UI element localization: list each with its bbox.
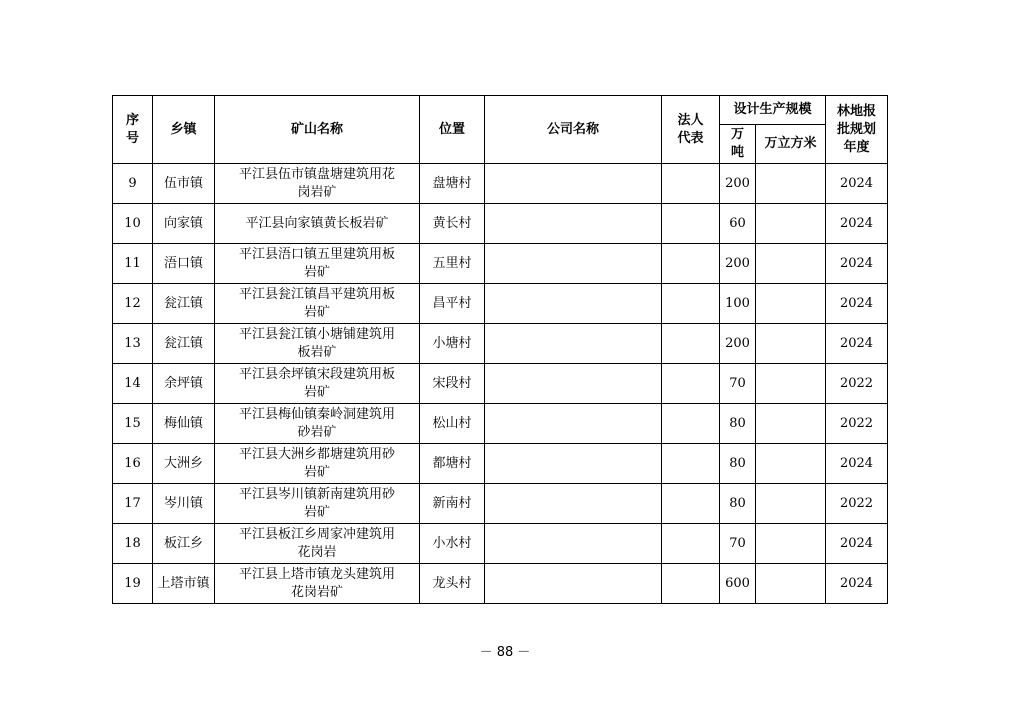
cell-location: 小水村 — [420, 524, 485, 564]
cell-legal-rep — [662, 284, 720, 324]
cell-legal-rep — [662, 364, 720, 404]
cell-town: 余坪镇 — [153, 364, 215, 404]
cell-seq: 11 — [113, 244, 153, 284]
cell-wan-m3 — [756, 524, 826, 564]
cell-seq: 16 — [113, 444, 153, 484]
cell-company — [485, 204, 662, 244]
cell-town: 浯口镇 — [153, 244, 215, 284]
header-seq: 序 号 — [113, 96, 153, 164]
cell-town: 瓮江镇 — [153, 284, 215, 324]
cell-location: 都塘村 — [420, 444, 485, 484]
cell-company — [485, 164, 662, 204]
cell-forest-year: 2022 — [826, 484, 888, 524]
cell-legal-rep — [662, 564, 720, 604]
cell-wan-ton: 80 — [720, 404, 756, 444]
cell-location: 盘塘村 — [420, 164, 485, 204]
cell-mine-name: 平江县伍市镇盘塘建筑用花岗岩矿 — [215, 164, 420, 204]
cell-wan-m3 — [756, 404, 826, 444]
cell-legal-rep — [662, 324, 720, 364]
cell-wan-ton: 70 — [720, 524, 756, 564]
table-row — [113, 324, 888, 364]
cell-seq: 9 — [113, 164, 153, 204]
cell-wan-m3 — [756, 364, 826, 404]
cell-town: 瓮江镇 — [153, 324, 215, 364]
cell-wan-ton: 200 — [720, 324, 756, 364]
cell-wan-ton: 80 — [720, 444, 756, 484]
cell-company — [485, 324, 662, 364]
cell-forest-year: 2024 — [826, 524, 888, 564]
cell-location: 小塘村 — [420, 324, 485, 364]
cell-town: 梅仙镇 — [153, 404, 215, 444]
table-row — [113, 484, 888, 524]
cell-company — [485, 244, 662, 284]
cell-wan-ton: 200 — [720, 244, 756, 284]
table-row — [113, 284, 888, 324]
cell-wan-m3 — [756, 324, 826, 364]
cell-forest-year: 2022 — [826, 364, 888, 404]
header-wan-m3: 万立方米 — [756, 125, 826, 164]
cell-wan-m3 — [756, 564, 826, 604]
header-forest-year: 林地报 批规划 年度 — [826, 96, 888, 164]
cell-company — [485, 364, 662, 404]
table-row — [113, 364, 888, 404]
cell-town: 伍市镇 — [153, 164, 215, 204]
cell-mine-name: 平江县浯口镇五里建筑用板岩矿 — [215, 244, 420, 284]
cell-legal-rep — [662, 524, 720, 564]
header-capacity: 设计生产规模 — [720, 96, 826, 125]
cell-wan-m3 — [756, 244, 826, 284]
cell-company — [485, 284, 662, 324]
cell-wan-m3 — [756, 164, 826, 204]
table-row — [113, 204, 888, 244]
cell-seq: 18 — [113, 524, 153, 564]
cell-town: 大洲乡 — [153, 444, 215, 484]
cell-mine-name: 平江县大洲乡都塘建筑用砂岩矿 — [215, 444, 420, 484]
table-row — [113, 244, 888, 284]
cell-wan-m3 — [756, 284, 826, 324]
cell-wan-m3 — [756, 204, 826, 244]
cell-location: 昌平村 — [420, 284, 485, 324]
cell-company — [485, 484, 662, 524]
table-header — [113, 96, 888, 164]
cell-forest-year: 2024 — [826, 564, 888, 604]
cell-location: 五里村 — [420, 244, 485, 284]
cell-legal-rep — [662, 164, 720, 204]
cell-town: 上塔市镇 — [153, 564, 215, 604]
cell-location: 新南村 — [420, 484, 485, 524]
cell-forest-year: 2024 — [826, 164, 888, 204]
table-body — [113, 164, 888, 604]
cell-company — [485, 444, 662, 484]
table-row — [113, 444, 888, 484]
cell-wan-ton: 70 — [720, 364, 756, 404]
page-number: － 88 － — [479, 645, 531, 660]
table-row — [113, 404, 888, 444]
mine-table — [112, 95, 888, 604]
cell-location: 黄长村 — [420, 204, 485, 244]
cell-forest-year: 2022 — [826, 404, 888, 444]
cell-wan-m3 — [756, 484, 826, 524]
cell-legal-rep — [662, 444, 720, 484]
cell-forest-year: 2024 — [826, 444, 888, 484]
cell-company — [485, 564, 662, 604]
cell-wan-ton: 600 — [720, 564, 756, 604]
table-row — [113, 564, 888, 604]
cell-town: 岑川镇 — [153, 484, 215, 524]
cell-forest-year: 2024 — [826, 244, 888, 284]
table-row — [113, 524, 888, 564]
cell-mine-name: 平江县梅仙镇秦岭洞建筑用砂岩矿 — [215, 404, 420, 444]
header-town: 乡镇 — [153, 96, 215, 164]
cell-location: 龙头村 — [420, 564, 485, 604]
cell-seq: 14 — [113, 364, 153, 404]
cell-seq: 10 — [113, 204, 153, 244]
cell-seq: 13 — [113, 324, 153, 364]
cell-forest-year: 2024 — [826, 284, 888, 324]
cell-seq: 12 — [113, 284, 153, 324]
cell-mine-name: 平江县瓮江镇小塘铺建筑用板岩矿 — [215, 324, 420, 364]
cell-legal-rep — [662, 204, 720, 244]
cell-legal-rep — [662, 244, 720, 284]
cell-seq: 17 — [113, 484, 153, 524]
cell-company — [485, 524, 662, 564]
cell-location: 宋段村 — [420, 364, 485, 404]
cell-mine-name: 平江县上塔市镇龙头建筑用花岗岩矿 — [215, 564, 420, 604]
header-legal-rep: 法人 代表 — [662, 96, 720, 164]
cell-mine-name: 平江县瓮江镇昌平建筑用板岩矿 — [215, 284, 420, 324]
cell-mine-name: 平江县余坪镇宋段建筑用板岩矿 — [215, 364, 420, 404]
cell-wan-m3 — [756, 444, 826, 484]
cell-legal-rep — [662, 484, 720, 524]
cell-company — [485, 404, 662, 444]
cell-seq: 19 — [113, 564, 153, 604]
cell-wan-ton: 100 — [720, 284, 756, 324]
cell-town: 板江乡 — [153, 524, 215, 564]
cell-mine-name: 平江县岑川镇新南建筑用砂岩矿 — [215, 484, 420, 524]
cell-forest-year: 2024 — [826, 204, 888, 244]
table-row — [113, 164, 888, 204]
header-company: 公司名称 — [485, 96, 662, 164]
cell-seq: 15 — [113, 404, 153, 444]
cell-mine-name: 平江县向家镇黄长板岩矿 — [215, 204, 420, 244]
cell-legal-rep — [662, 404, 720, 444]
cell-forest-year: 2024 — [826, 324, 888, 364]
cell-wan-ton: 200 — [720, 164, 756, 204]
cell-town: 向家镇 — [153, 204, 215, 244]
header-mine-name: 矿山名称 — [215, 96, 420, 164]
cell-location: 松山村 — [420, 404, 485, 444]
header-wan-ton: 万 吨 — [720, 125, 756, 164]
cell-wan-ton: 80 — [720, 484, 756, 524]
cell-mine-name: 平江县板江乡周家冲建筑用花岗岩 — [215, 524, 420, 564]
header-location: 位置 — [420, 96, 485, 164]
cell-wan-ton: 60 — [720, 204, 756, 244]
